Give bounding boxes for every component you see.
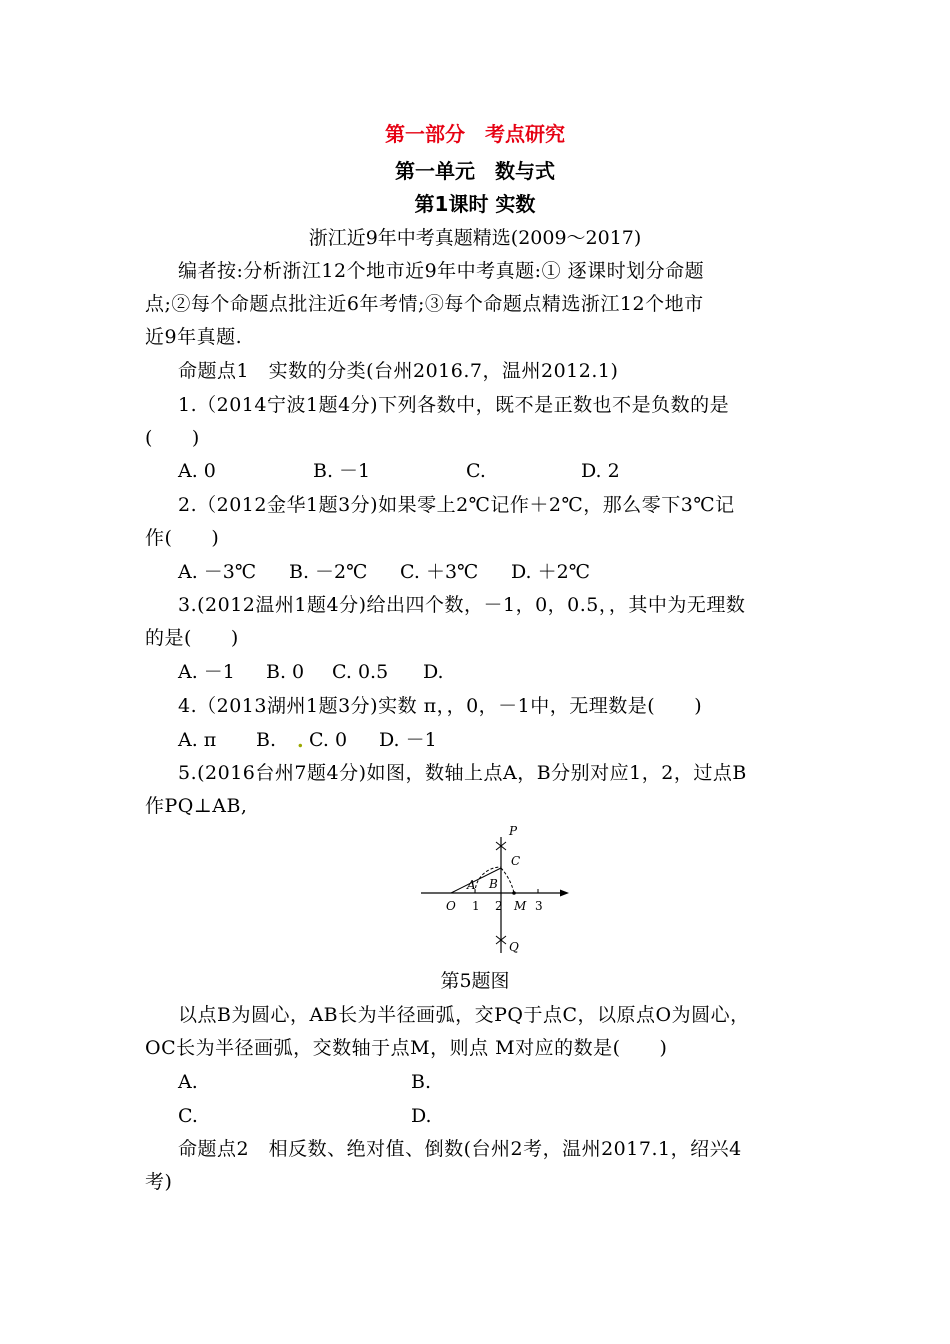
q2-line-1: 2.（2012金华1题3分)如果零上2℃记作＋2℃，那么零下3℃记 bbox=[178, 494, 735, 516]
q2-line-2: 作( ) bbox=[145, 527, 220, 549]
q1-option-a: A. 0 bbox=[178, 460, 216, 482]
q2-option-a: A. －3℃ bbox=[178, 561, 257, 583]
q4-stray-dot: . bbox=[297, 730, 304, 752]
q5-line-2: 作PQ⊥AB, bbox=[145, 795, 248, 817]
q2-option-c: C. ＋3℃ bbox=[400, 561, 479, 583]
editor-note-line-1: 编者按:分析浙江12个地市近9年中考真题:① 逐课时划分命题 bbox=[178, 260, 705, 282]
q5-line-4: OC长为半径画弧，交数轴于点M，则点 M对应的数是( ) bbox=[145, 1037, 668, 1059]
q1-line-2: ( ) bbox=[145, 427, 200, 449]
q5-option-c: C. bbox=[178, 1105, 198, 1127]
q1-option-d: D. 2 bbox=[581, 460, 620, 482]
label-c: C bbox=[511, 854, 521, 868]
q3-line-2: 的是( ) bbox=[145, 627, 239, 649]
q4-option-b: B. bbox=[256, 729, 277, 751]
q4-line-1: 4.（2013湖州1题3分)实数 π，，0，－1中，无理数是( ) bbox=[178, 695, 703, 717]
q4-option-c: C. 0 bbox=[309, 729, 348, 751]
q4-option-a: A. π bbox=[178, 729, 217, 751]
q5-line-3: 以点B为圆心，AB长为半径画弧，交PQ于点C，以原点O为圆心， bbox=[178, 1004, 750, 1026]
label-a: A bbox=[467, 878, 476, 892]
q3-option-a: A. －1 bbox=[178, 661, 235, 683]
label-q: Q bbox=[509, 940, 519, 954]
tick-label-3: 3 bbox=[535, 899, 543, 913]
point-1-heading: 命题点1 实数的分类(台州2016.7，温州2012.1) bbox=[178, 360, 619, 382]
q3-line-1: 3.(2012温州1题4分)给出四个数，－1，0，0.5，，其中为无理数 bbox=[178, 594, 746, 616]
q3-option-d: D. bbox=[423, 661, 444, 683]
editor-note-line-2: 点;②每个命题点批注近6年考情;③每个命题点精选浙江12个地市 bbox=[145, 293, 704, 315]
tick-label-2: 2 bbox=[495, 899, 503, 913]
q1-option-b: B. －1 bbox=[313, 460, 371, 482]
q3-option-b: B. 0 bbox=[266, 661, 305, 683]
q5-line-1: 5.(2016台州7题4分)如图，数轴上点A，B分别对应1，2，过点B bbox=[178, 762, 747, 784]
editor-note-line-3: 近9年真题. bbox=[145, 326, 243, 348]
q4-option-d: D. －1 bbox=[379, 729, 437, 751]
q1-option-c: C. bbox=[466, 460, 486, 482]
q5-option-d: D. bbox=[411, 1105, 432, 1127]
number-line-figure bbox=[415, 825, 575, 960]
q5-option-b: B. bbox=[411, 1071, 432, 1093]
unit-heading: 第一单元 数与式 bbox=[395, 159, 555, 183]
label-m: M bbox=[514, 899, 527, 913]
point-2-heading-cont: 考) bbox=[145, 1171, 173, 1193]
point-2-heading: 命题点2 相反数、绝对值、倒数(台州2考，温州2017.1，绍兴4 bbox=[178, 1138, 742, 1160]
q5-option-a: A. bbox=[178, 1071, 198, 1093]
axis-arrow-icon bbox=[560, 890, 569, 897]
q2-option-b: B. －2℃ bbox=[289, 561, 368, 583]
label-p: P bbox=[509, 825, 518, 838]
arc-from-o bbox=[501, 868, 514, 893]
q2-option-d: D. ＋2℃ bbox=[511, 561, 590, 583]
tick-label-1: 1 bbox=[472, 899, 480, 913]
lesson-heading: 第1课时 实数 bbox=[414, 192, 536, 216]
figure-caption: 第5题图 bbox=[440, 970, 510, 992]
point-m bbox=[512, 891, 516, 895]
label-o: O bbox=[446, 899, 456, 913]
part-heading: 第一部分 考点研究 bbox=[385, 122, 565, 146]
q3-option-c: C. 0.5 bbox=[332, 661, 389, 683]
label-b: B bbox=[489, 877, 498, 891]
q1-line-1: 1.（2014宁波1题4分)下列各数中，既不是正数也不是负数的是 bbox=[178, 394, 730, 416]
subtitle: 浙江近9年中考真题精选(2009～2017) bbox=[308, 227, 642, 249]
